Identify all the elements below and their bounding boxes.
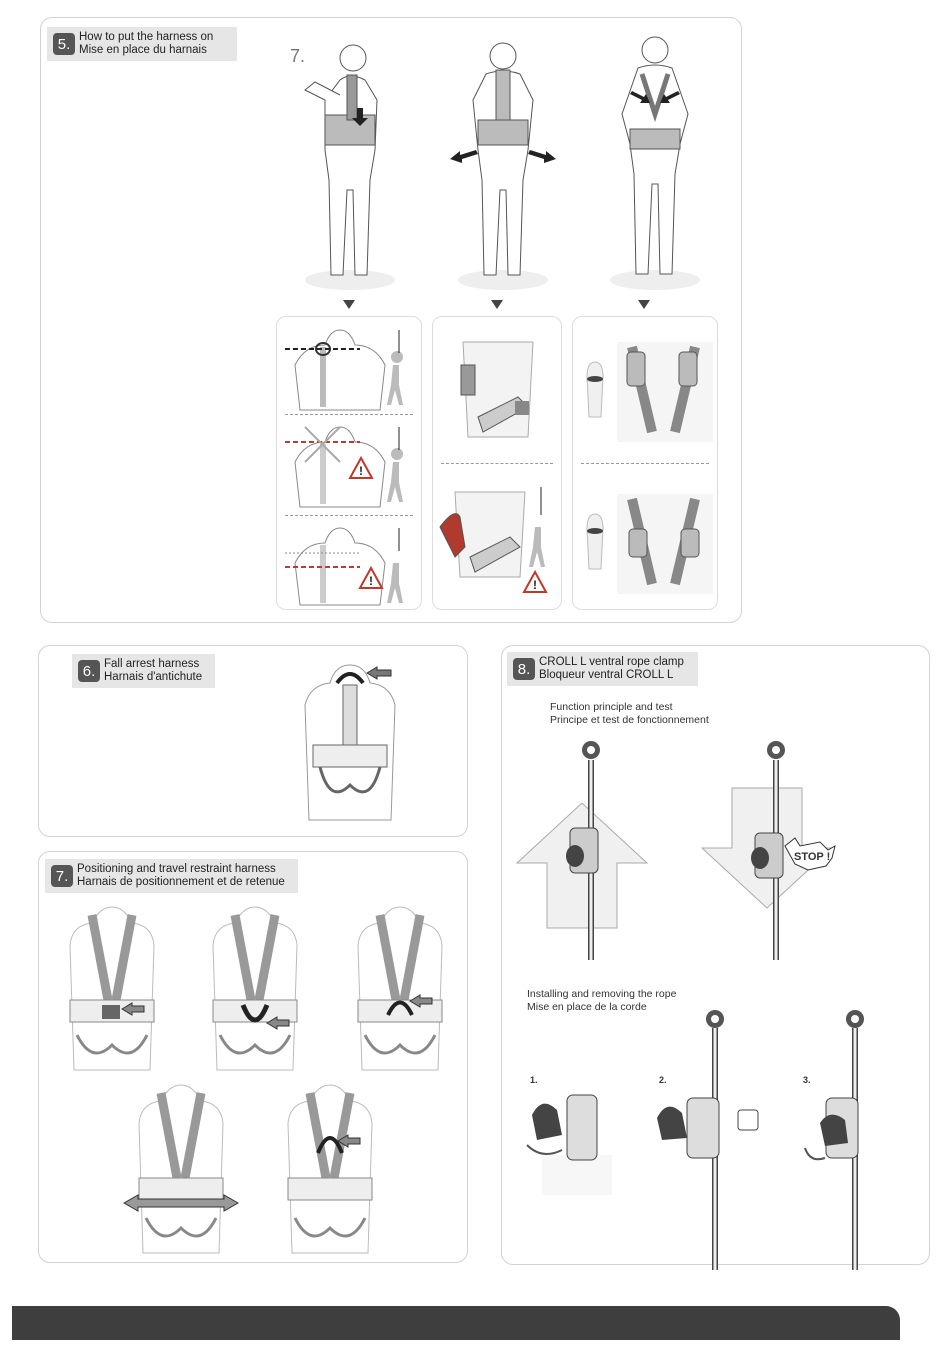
section-title-fr: Mise en place du harnais	[79, 44, 207, 56]
section-number: 5.	[53, 33, 75, 55]
harness-front-icon	[205, 905, 305, 1070]
step-label: 1.	[530, 1075, 538, 1085]
warning-icon	[349, 457, 373, 479]
section-title-fr: Harnais de positionnement et de retenue	[77, 876, 285, 888]
section-5-header	[47, 27, 237, 61]
harness-front-icon	[122, 1083, 240, 1253]
install-title-en: Installing and removing the rope	[527, 988, 677, 1000]
section-8-header	[507, 652, 698, 686]
function-title-en: Function principle and test	[550, 701, 673, 713]
detail-card-1	[276, 316, 422, 610]
arrow-icon	[638, 300, 650, 309]
person-figure-icon	[448, 40, 558, 300]
section-title-fr: Bloqueur ventral CROLL L	[539, 669, 674, 681]
function-title-fr: Principe et test de fonctionnement	[550, 713, 709, 726]
harness-front-icon	[350, 905, 450, 1070]
section-number: 8.	[513, 658, 535, 680]
warning-icon	[359, 567, 383, 589]
section-title-fr: Harnais d'antichute	[104, 671, 203, 683]
harness-back-icon	[295, 655, 405, 823]
stop-label: STOP !	[794, 851, 831, 863]
step-number: 7.	[290, 46, 306, 66]
person-figure-icon	[295, 40, 405, 300]
install-title-fr: Mise en place de la corde	[527, 1000, 647, 1013]
rope-clamp-icon	[515, 738, 650, 963]
shoulder-strap-icon	[577, 337, 713, 447]
section-number: 7.	[51, 865, 73, 887]
detail-card-3	[572, 316, 718, 610]
harness-back-icon	[285, 325, 413, 415]
leg-loop-icon	[443, 337, 551, 447]
section-title-en: How to put the harness on	[79, 31, 214, 43]
harness-front-icon	[280, 1083, 380, 1253]
harness-front-icon	[62, 905, 162, 1070]
warning-icon	[523, 571, 547, 593]
arrow-icon	[343, 300, 355, 309]
step-label: 3.	[803, 1075, 811, 1085]
section-title-en: Positioning and travel restraint harness	[77, 863, 276, 875]
shoulder-strap-icon	[577, 489, 713, 599]
person-figure-icon	[600, 34, 710, 300]
footer-bar	[12, 1306, 900, 1340]
svg-text:!: !	[533, 578, 537, 592]
rope-clamp-icon	[652, 1008, 772, 1273]
step-label: 2.	[659, 1075, 667, 1085]
section-title-en: Fall arrest harness	[104, 658, 200, 670]
arrow-icon	[491, 300, 503, 309]
rope-clamp-icon	[800, 1008, 910, 1273]
harness-back-icon	[285, 523, 413, 607]
section-7-header	[45, 859, 298, 893]
svg-text:!: !	[359, 464, 363, 478]
detail-card-2	[432, 316, 562, 610]
function-subtitle	[550, 701, 709, 726]
svg-text:!: !	[369, 574, 373, 588]
section-6-header	[72, 654, 215, 688]
rope-clamp-icon	[522, 1090, 622, 1200]
section-number: 6.	[78, 660, 100, 682]
section-title-en: CROLL L ventral rope clamp	[539, 656, 684, 668]
